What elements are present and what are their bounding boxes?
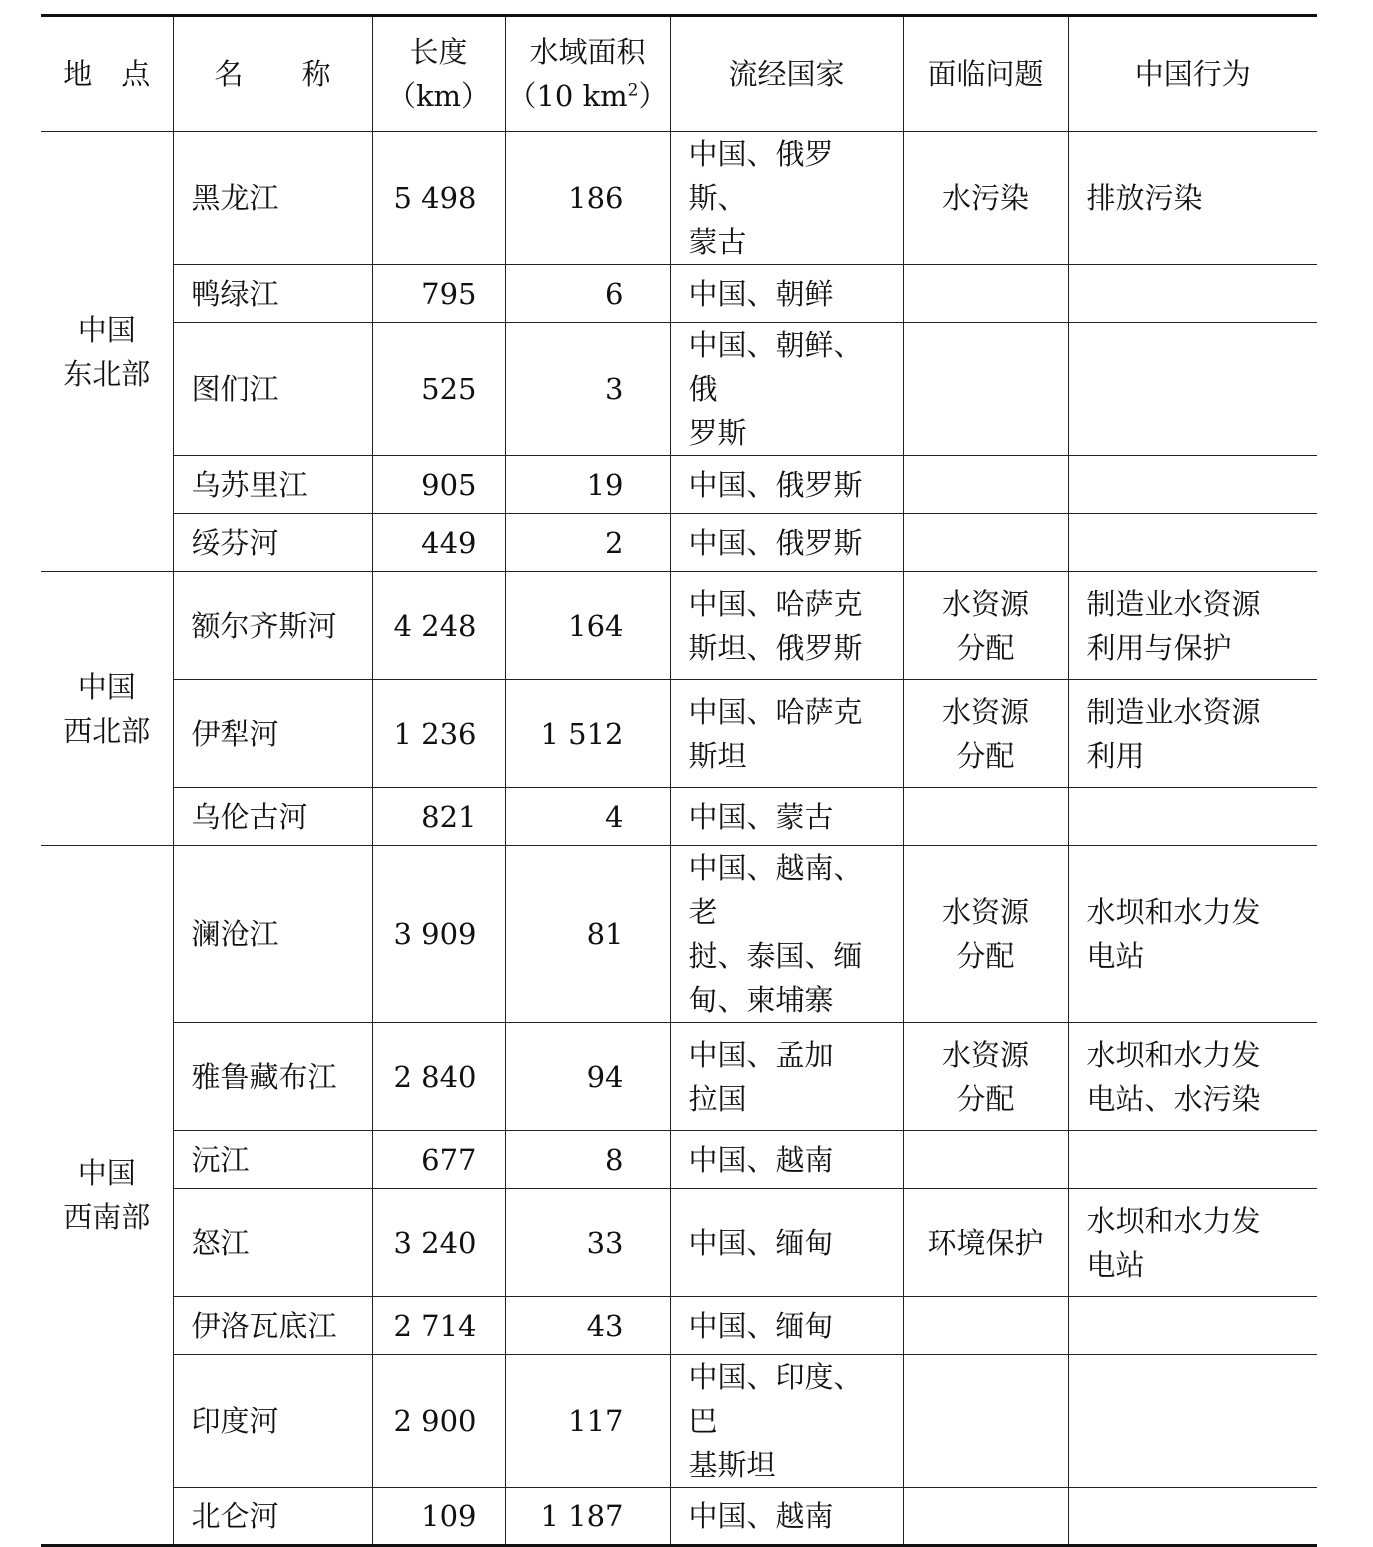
action-cell-line: 制造业水资源	[1086, 694, 1261, 729]
length-cell: 3 909	[372, 846, 505, 1023]
area-cell: 6	[505, 265, 670, 323]
countries-cell	[670, 514, 903, 572]
length-cell: 2 714	[372, 1297, 505, 1355]
problem-cell	[903, 265, 1068, 323]
action-cell	[1068, 1488, 1317, 1546]
header-area-unit	[506, 74, 670, 118]
table-row	[41, 788, 1317, 846]
countries-cell	[670, 846, 903, 1023]
river-name-cell: 沅江	[173, 1131, 372, 1189]
action-cell	[1068, 572, 1317, 680]
problem-cell	[903, 788, 1068, 846]
problem-cell	[903, 1355, 1068, 1488]
length-cell: 4 248	[372, 572, 505, 680]
action-cell	[1068, 1023, 1317, 1131]
length-cell: 2 840	[372, 1023, 505, 1131]
region-label-line1: 中国	[77, 669, 136, 704]
problem-cell-line: 水污染	[941, 181, 1029, 215]
header-location: 地 点	[41, 16, 173, 132]
table-row	[41, 1023, 1317, 1131]
header-length-unit: （km）	[386, 79, 491, 113]
countries-cell	[670, 132, 903, 265]
river-name-cell: 伊洛瓦底江	[173, 1297, 372, 1355]
header-length-title: 长度	[409, 35, 468, 69]
action-cell	[1068, 323, 1317, 456]
action-cell	[1068, 132, 1317, 265]
river-name-cell: 黑龙江	[173, 132, 372, 265]
countries-cell-line: 甸、柬埔寨	[688, 983, 834, 1017]
countries-cell-line: 中国、朝鲜、俄	[688, 328, 863, 406]
area-cell: 164	[505, 572, 670, 680]
problem-cell	[903, 514, 1068, 572]
countries-cell	[670, 680, 903, 788]
countries-cell-line: 中国、俄罗斯	[688, 467, 863, 502]
table-row	[41, 514, 1317, 572]
rivers-table	[41, 14, 1317, 1547]
length-cell: 109	[372, 1488, 505, 1546]
length-cell: 821	[372, 788, 505, 846]
region-label-line2: 西南部	[63, 1200, 151, 1234]
countries-cell	[670, 1189, 903, 1297]
header-problem: 面临问题	[903, 16, 1068, 132]
action-cell-line: 水坝和水力发	[1086, 895, 1261, 929]
countries-cell-line: 中国、缅甸	[688, 1225, 834, 1260]
table-row	[41, 456, 1317, 514]
problem-cell-line: 水资源	[941, 694, 1029, 729]
problem-cell	[903, 1488, 1068, 1546]
problem-cell	[903, 132, 1068, 265]
countries-cell	[670, 323, 903, 456]
region-cell	[41, 132, 173, 572]
area-cell: 94	[505, 1023, 670, 1131]
countries-cell-line: 中国、哈萨克	[688, 694, 863, 729]
region-cell	[41, 846, 173, 1546]
countries-cell	[670, 1355, 903, 1488]
table-row	[41, 1131, 1317, 1189]
countries-cell	[670, 1488, 903, 1546]
header-action: 中国行为	[1068, 16, 1317, 132]
area-cell: 2	[505, 514, 670, 572]
action-cell-line: 电站、水污染	[1086, 1081, 1261, 1116]
area-cell: 1 512	[505, 680, 670, 788]
length-cell: 449	[372, 514, 505, 572]
action-cell	[1068, 514, 1317, 572]
problem-cell	[903, 456, 1068, 514]
action-cell	[1068, 788, 1317, 846]
river-name-cell: 鸭绿江	[173, 265, 372, 323]
action-cell-line: 电站	[1086, 939, 1145, 973]
action-cell-line: 利用	[1086, 738, 1145, 773]
problem-cell	[903, 323, 1068, 456]
header-countries: 流经国家	[670, 16, 903, 132]
countries-cell	[670, 456, 903, 514]
countries-cell	[670, 265, 903, 323]
area-cell: 33	[505, 1189, 670, 1297]
countries-cell-line: 中国、越南、老	[688, 851, 863, 929]
countries-cell-line: 中国、印度、巴	[688, 1360, 863, 1438]
action-cell-line: 排放污染	[1086, 181, 1203, 215]
countries-cell	[670, 1297, 903, 1355]
problem-cell	[903, 1131, 1068, 1189]
countries-cell-line: 中国、俄罗斯、	[688, 137, 834, 215]
length-cell: 3 240	[372, 1189, 505, 1297]
area-cell: 1 187	[505, 1488, 670, 1546]
area-cell: 4	[505, 788, 670, 846]
river-name-cell: 怒江	[173, 1189, 372, 1297]
action-cell	[1068, 1355, 1317, 1488]
action-cell-line: 水坝和水力发	[1086, 1203, 1261, 1238]
countries-cell-line: 中国、越南	[688, 1142, 834, 1177]
area-cell: 3	[505, 323, 670, 456]
river-name-cell: 伊犁河	[173, 680, 372, 788]
river-name-cell: 额尔齐斯河	[173, 572, 372, 680]
action-cell	[1068, 846, 1317, 1023]
countries-cell-line: 中国、哈萨克	[688, 586, 863, 621]
region-label-line2: 西北部	[63, 713, 151, 748]
countries-cell-line: 中国、蒙古	[688, 799, 834, 834]
countries-cell-line: 中国、缅甸	[688, 1308, 834, 1343]
countries-cell-line: 斯坦、俄罗斯	[688, 630, 863, 665]
river-name-cell: 图们江	[173, 323, 372, 456]
action-cell	[1068, 1189, 1317, 1297]
length-cell: 905	[372, 456, 505, 514]
countries-cell	[670, 1131, 903, 1189]
problem-cell	[903, 1297, 1068, 1355]
header-length	[372, 16, 505, 132]
river-name-cell: 印度河	[173, 1355, 372, 1488]
area-cell: 186	[505, 132, 670, 265]
problem-cell-line: 环境保护	[927, 1225, 1044, 1260]
area-cell: 117	[505, 1355, 670, 1488]
river-name-cell: 绥芬河	[173, 514, 372, 572]
header-area	[505, 16, 670, 132]
river-name-cell: 澜沧江	[173, 846, 372, 1023]
region-label-line2: 东北部	[63, 356, 151, 391]
header-area-title: 水域面积	[529, 35, 646, 69]
header-row	[41, 16, 1317, 132]
header-area-unit-post: ）	[638, 79, 668, 113]
countries-cell-line: 挝、泰国、缅	[688, 939, 863, 973]
problem-cell	[903, 572, 1068, 680]
countries-cell-line: 中国、越南	[688, 1499, 834, 1533]
countries-cell-line: 罗斯	[688, 416, 747, 450]
header-area-unit-sup: 2	[627, 80, 639, 101]
problem-cell-line: 分配	[956, 1081, 1015, 1116]
table-row	[41, 265, 1317, 323]
length-cell: 677	[372, 1131, 505, 1189]
length-cell: 5 498	[372, 132, 505, 265]
action-cell-line: 水坝和水力发	[1086, 1037, 1261, 1072]
countries-cell-line: 蒙古	[688, 225, 747, 259]
length-cell: 2 900	[372, 1355, 505, 1488]
table-row	[41, 1355, 1317, 1488]
problem-cell-line: 分配	[956, 939, 1015, 973]
river-name-cell: 雅鲁藏布江	[173, 1023, 372, 1131]
countries-cell	[670, 572, 903, 680]
table-body	[41, 132, 1317, 1546]
length-cell: 525	[372, 323, 505, 456]
area-cell: 19	[505, 456, 670, 514]
action-cell-line: 电站	[1086, 1247, 1145, 1282]
table-container	[41, 14, 1317, 1547]
problem-cell-line: 水资源	[941, 1037, 1029, 1072]
problem-cell-line: 分配	[956, 630, 1015, 665]
countries-cell-line: 基斯坦	[688, 1448, 776, 1482]
countries-cell-line: 中国、俄罗斯	[688, 525, 863, 560]
action-cell	[1068, 680, 1317, 788]
problem-cell	[903, 1189, 1068, 1297]
problem-cell	[903, 1023, 1068, 1131]
table-row	[41, 1189, 1317, 1297]
action-cell-line: 利用与保护	[1086, 630, 1232, 665]
river-name-cell: 北仑河	[173, 1488, 372, 1546]
countries-cell-line: 中国、朝鲜	[688, 276, 834, 311]
table-row	[41, 572, 1317, 680]
action-cell	[1068, 1297, 1317, 1355]
problem-cell	[903, 846, 1068, 1023]
countries-cell-line: 拉国	[688, 1081, 747, 1116]
action-cell	[1068, 265, 1317, 323]
action-cell	[1068, 456, 1317, 514]
action-cell-line: 制造业水资源	[1086, 586, 1261, 621]
table-row	[41, 846, 1317, 1023]
countries-cell	[670, 788, 903, 846]
area-cell: 43	[505, 1297, 670, 1355]
river-name-cell: 乌苏里江	[173, 456, 372, 514]
countries-cell-line: 斯坦	[688, 738, 747, 773]
river-name-cell: 乌伦古河	[173, 788, 372, 846]
area-cell: 81	[505, 846, 670, 1023]
area-cell: 8	[505, 1131, 670, 1189]
header-area-unit-pre: （10 km	[507, 79, 628, 113]
action-cell	[1068, 1131, 1317, 1189]
region-cell	[41, 572, 173, 846]
problem-cell-line: 水资源	[941, 895, 1029, 929]
length-cell: 1 236	[372, 680, 505, 788]
table-row	[41, 680, 1317, 788]
table-row	[41, 323, 1317, 456]
length-cell: 795	[372, 265, 505, 323]
header-name: 名 称	[173, 16, 372, 132]
problem-cell-line: 水资源	[941, 586, 1029, 621]
region-label-line1: 中国	[77, 312, 136, 347]
problem-cell	[903, 680, 1068, 788]
table-row	[41, 1488, 1317, 1546]
table-row	[41, 132, 1317, 265]
problem-cell-line: 分配	[956, 738, 1015, 773]
region-label-line1: 中国	[77, 1156, 136, 1190]
countries-cell	[670, 1023, 903, 1131]
table-row	[41, 1297, 1317, 1355]
countries-cell-line: 中国、孟加	[688, 1037, 834, 1072]
